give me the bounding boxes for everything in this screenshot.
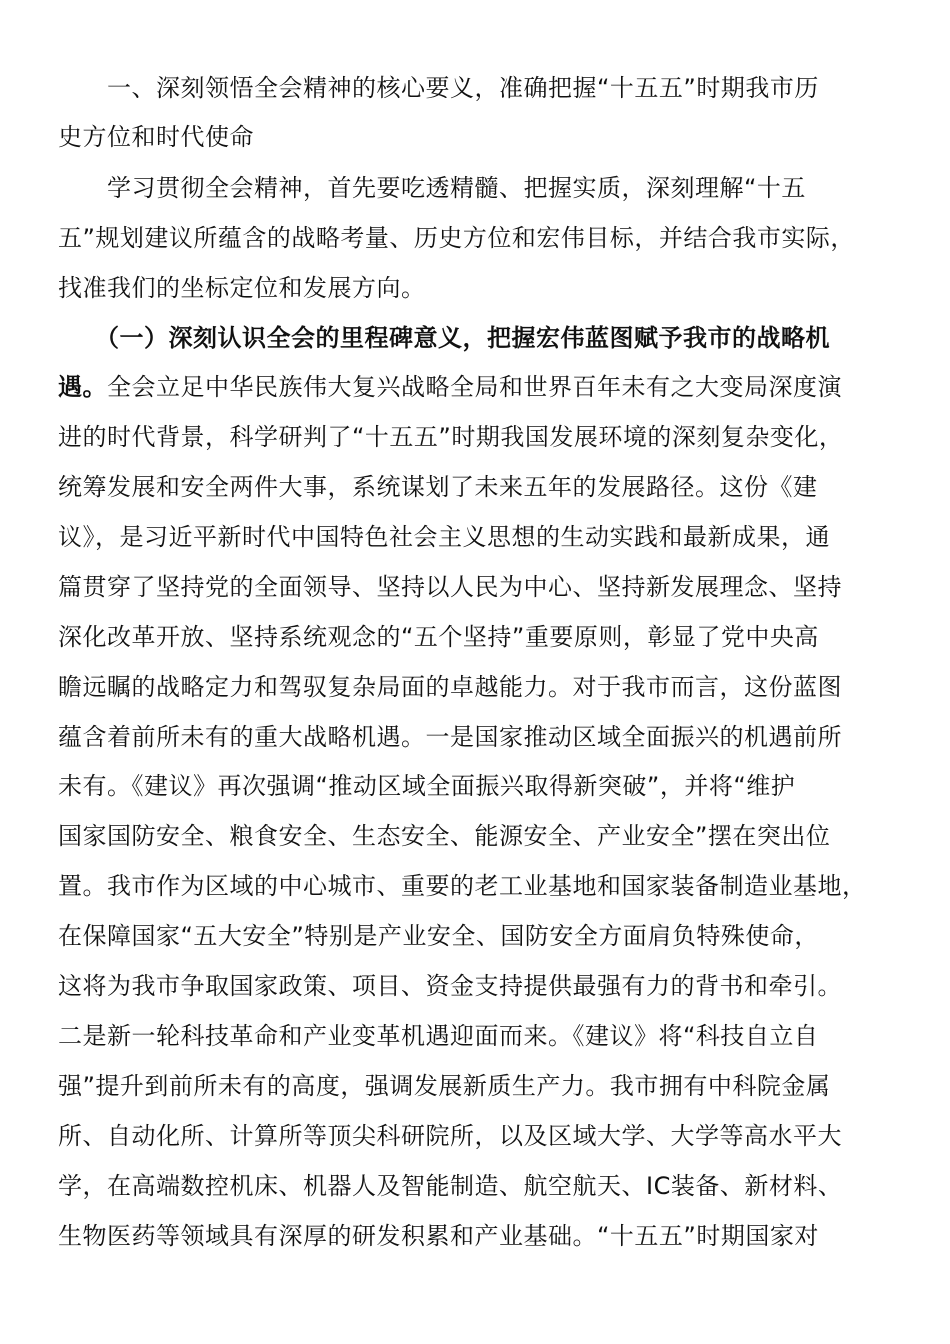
body-line: 深化改革开放、坚持系统观念的“五个坚持”重要原则，彰显了党中央高 [58, 623, 819, 651]
intro-paragraph-line-1: 学习贯彻全会精神，首先要吃透精髓、把握实质，深刻理解“十五 [58, 174, 806, 202]
body-line: 未有。《建议》再次强调“推动区域全面振兴取得新突破”，并将“维护 [58, 772, 796, 800]
body-line: 这将为我市争取国家政策、项目、资金支持提供最强有力的背书和牵引。 [58, 972, 842, 1000]
body-line: 置。我市作为区域的中心城市、重要的老工业基地和国家装备制造业基地， [58, 872, 867, 900]
body-line: 统筹发展和安全两件大事，系统谋划了未来五年的发展路径。这份《建 [58, 473, 818, 501]
section-heading-line-1: 一、深刻领悟全会精神的核心要义，准确把握“十五五”时期我市历 [58, 74, 819, 102]
body-line: 所、自动化所、计算所等顶尖科研院所，以及区域大学、大学等高水平大 [58, 1122, 842, 1150]
body-line: 国家国防安全、粮食安全、生态安全、能源安全、产业安全”摆在突出位 [58, 822, 831, 850]
body-line: 强”提升到前所未有的高度，强调发展新质生产力。我市拥有中科院金属 [58, 1072, 831, 1100]
body-line: 在保障国家“五大安全”特别是产业安全、国防安全方面肩负特殊使命， [58, 922, 819, 950]
subsection-body-line-1 [58, 362, 842, 412]
body-line: 蕴含着前所未有的重大战略机遇。一是国家推动区域全面振兴的机遇前所 [58, 723, 842, 751]
body-line: 进的时代背景，科学研判了“十五五”时期我国发展环境的深刻复杂变化， [58, 423, 844, 451]
subsection-heading-line-1: （一）深刻认识全会的里程碑意义，把握宏伟蓝图赋予我市的战略机 [58, 324, 830, 352]
body-line: 生物医药等领域具有深厚的研发积累和产业基础。“十五五”时期国家对 [58, 1222, 819, 1250]
body-line: 篇贯穿了坚持党的全面领导、坚持以人民为中心、坚持新发展理念、坚持 [58, 573, 842, 601]
body-line: 二是新一轮科技革命和产业变革机遇迎面而来。《建议》将“科技自立自 [58, 1022, 819, 1050]
intro-paragraph-line-2: 五”规划建议所蕴含的战略考量、历史方位和宏伟目标，并结合我市实际， [58, 224, 855, 252]
subsection-body-text: 全会立足中华民族伟大复兴战略全局和世界百年未有之大变局深度演 [107, 373, 842, 401]
body-line: 学，在高端数控机床、机器人及智能制造、航空航天、IC装备、新材料、 [58, 1172, 843, 1200]
body-line: 瞻远瞩的战略定力和驾驭复杂局面的卓越能力。对于我市而言，这份蓝图 [58, 673, 842, 701]
body-line: 议》，是习近平新时代中国特色社会主义思想的生动实践和最新成果，通 [58, 523, 830, 551]
section-heading-line-2: 史方位和时代使命 [58, 123, 254, 151]
subsection-heading-tail: 遇。 [58, 373, 107, 401]
intro-paragraph-line-3: 找准我们的坐标定位和发展方向。 [58, 274, 426, 302]
